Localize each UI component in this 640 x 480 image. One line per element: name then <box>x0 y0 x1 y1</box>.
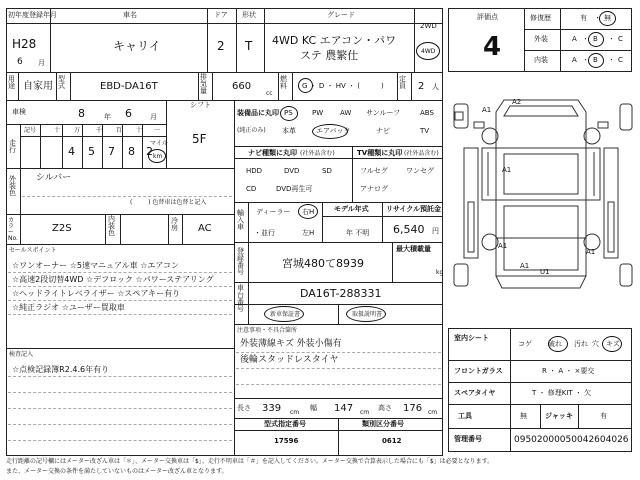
mark-right-rear: A1 <box>586 248 596 256</box>
mileage-label: 走行 <box>9 139 16 154</box>
mileage-header-cell: 一 <box>154 127 161 134</box>
drive-circle <box>416 42 440 60</box>
chassis-value: DA16T-288331 <box>300 287 382 300</box>
fuel-circle <box>298 78 313 93</box>
km-unit: km <box>153 153 163 160</box>
interior-color-label: 内装色 <box>108 215 115 237</box>
shaken-label: 車検 <box>12 108 26 116</box>
interior-circle <box>588 53 604 68</box>
exterior-color-label: 外装色 <box>9 175 16 197</box>
warranty-circle <box>264 306 304 322</box>
length-label: 長さ <box>237 404 251 412</box>
capacity-value: 2 <box>418 81 425 92</box>
tv-item: アナログ <box>360 185 388 193</box>
sales-point-item: ☆ワンオーナー ☆5速マニュアル車 ☆エアコン <box>12 261 179 270</box>
registration-label: 登録番号 <box>237 247 244 276</box>
reg-date-label: 初年度登録年月 <box>8 11 57 19</box>
type-number-value: 17596 <box>274 437 299 445</box>
model-year-label: モデル年式 <box>334 205 369 213</box>
equipment-label: 装備品に丸印 <box>237 109 279 117</box>
mark-bed-center: U1 <box>540 268 550 276</box>
repair-circle <box>599 11 616 26</box>
exterior-option: A <box>572 35 577 43</box>
body-shape: T <box>245 39 253 53</box>
reg-month: 6 <box>17 57 23 67</box>
interior-option: ・ <box>608 56 615 64</box>
mileage-header-cell: 万 <box>74 127 81 134</box>
spare-value: T ・ 修理KIT ・ 欠 <box>532 389 592 397</box>
mile-unit: マイル <box>150 140 168 147</box>
exterior-circle <box>588 32 604 47</box>
tv-item: フルセグ <box>360 167 388 175</box>
sales-point-item: ☆ヘッドライトレベライザー ☆スペアキー有り <box>12 289 181 298</box>
seat-option: 穴 <box>592 340 599 348</box>
airbag-circle <box>312 124 351 139</box>
grade-label: グレード <box>327 11 355 19</box>
seat-option: キズ <box>606 340 620 348</box>
recycle-label: リサイクル預託金 <box>386 205 442 213</box>
car-name: キャリイ <box>113 39 161 53</box>
navi-item: SD <box>322 167 332 175</box>
navi-item: DVD <box>284 167 300 175</box>
class-number-label: 類別区分番号 <box>362 420 404 428</box>
equipment-item: PW <box>312 109 324 117</box>
km-circle <box>148 149 166 163</box>
model-value: EBD-DA16T <box>100 81 158 92</box>
seat-scratch-circle <box>602 336 622 352</box>
shaken-month: 6 <box>125 107 132 120</box>
fuel-label: 燃料 <box>280 75 287 90</box>
capacity-unit: 人 <box>432 83 439 91</box>
class-number-value: 0612 <box>382 437 402 445</box>
drive-value: 4WD <box>421 48 436 55</box>
equipment-sublabel: (純正のみ) <box>237 127 266 134</box>
notes-label: 注意事項・不具合箇所 <box>237 327 298 334</box>
drive-label: 2WD <box>420 22 437 30</box>
displacement-unit: cc <box>266 90 273 97</box>
seat-label: 室内シート <box>454 334 489 342</box>
navi-sublabel: (社外品含む) <box>300 150 335 157</box>
equipment-item: TV <box>420 127 430 135</box>
repair-option: 有 <box>580 14 587 22</box>
mark-left-rear: A1 <box>498 242 508 250</box>
tv-label: TV種類に丸印 <box>357 149 403 157</box>
interior-option: C <box>618 56 623 64</box>
recycle-unit: 円 <box>432 227 439 235</box>
footer-line-2: また、メーター交換の条件を満たしていないものはメーター改ざん車となります。 <box>6 468 228 475</box>
exterior-color-value: シルバー <box>36 173 72 183</box>
registration-value: 宮城480て8939 <box>282 257 364 270</box>
glass-label: フロントガラス <box>454 367 503 375</box>
interior-option: A <box>572 56 577 64</box>
color-code: Z2S <box>52 223 72 234</box>
jack-value: 有 <box>600 412 607 420</box>
mileage-header-cell: 百 <box>116 127 123 134</box>
equipment-item: ナビ <box>376 127 390 135</box>
mgmt-value: 09502000050042604026 <box>514 435 629 445</box>
equipment-item: 本革 <box>282 127 296 135</box>
sales-points-label: セールスポイント <box>9 247 57 254</box>
shaken-year-unit: 年 <box>104 113 111 121</box>
equipment-item: AW <box>340 109 352 117</box>
door-label: ドア <box>214 11 228 19</box>
era-year: H28 <box>12 37 37 51</box>
length-unit: cm <box>290 409 300 416</box>
exterior-option: ・ <box>582 35 589 43</box>
exterior-option: ・ <box>608 35 615 43</box>
import-label: 輸入車 <box>237 209 244 231</box>
mileage-header-cell: 千 <box>96 127 103 134</box>
grade-line-1: 4WD KC エアコン・パワ <box>272 34 397 47</box>
mark-front: A2 <box>512 98 522 106</box>
height-label: 高さ <box>378 404 392 412</box>
equipment-item: エアバック <box>316 127 351 135</box>
score-value: 4 <box>483 32 502 62</box>
interior-option: ・ <box>582 56 589 64</box>
height-unit: cm <box>428 409 438 416</box>
use-value: 自家用 <box>23 81 53 92</box>
repair-option: ・ <box>594 14 601 22</box>
ac-label: 冷房 <box>171 217 178 232</box>
displacement-label: 排気量 <box>200 73 207 95</box>
tool-label: 工具 <box>458 412 472 420</box>
spare-label: スペアタイヤ <box>454 389 496 397</box>
record-item: ☆点検記録簿R2.4.6年有り <box>12 365 110 374</box>
mgmt-label: 管理番号 <box>454 435 482 443</box>
tool-value: 無 <box>520 412 527 420</box>
sales-point-item: ☆純正ラジオ ☆ユーザー買取車 <box>12 303 125 312</box>
height-value: 176 <box>403 403 423 414</box>
note-line: 後輪スタッドレスタイヤ <box>240 355 339 365</box>
right-hand-circle <box>298 204 318 219</box>
tv-sublabel: (社外品含む) <box>404 150 439 157</box>
interior-label: 内装 <box>534 56 548 64</box>
reg-month-unit: 月 <box>38 59 45 67</box>
repair-option: 無 <box>604 14 611 22</box>
dealer-label: ディーラー <box>256 208 291 216</box>
parallel-label: ・並行 <box>254 229 275 237</box>
score-label: 評価点 <box>477 13 498 21</box>
grade-line-2: ステ 農繁仕 <box>300 49 359 62</box>
mileage-header-cell: 記号 <box>24 127 37 134</box>
car-name-label: 車名 <box>123 11 137 19</box>
shaken-year: 8 <box>78 107 85 120</box>
navi-item: DVD再生可 <box>276 185 313 193</box>
records-label: 検査記入 <box>9 351 34 358</box>
capacity-label: 定員 <box>399 75 406 90</box>
manual-circle <box>346 306 386 322</box>
glass-value: R ・ A ・ ×要交 <box>542 367 595 375</box>
navi-label: ナビ種類に丸印 <box>248 149 297 157</box>
warranty-label: 新車保証書 <box>270 311 301 318</box>
seat-dirt-circle <box>548 336 568 352</box>
seat-option: コゲ <box>518 340 532 348</box>
left-hand-label: 左H <box>302 229 315 237</box>
exterior-option: B <box>593 35 598 43</box>
color-change-note: ( ) 色替車は色替と記入 <box>130 199 207 206</box>
width-label: 幅 <box>310 404 317 412</box>
width-unit: cm <box>360 409 370 416</box>
manual-label: 取扱説明書 <box>352 311 383 318</box>
use-label: 用途 <box>8 75 15 90</box>
mileage-header-cell: 十 <box>136 127 143 134</box>
mark-left-front: A1 <box>502 166 512 174</box>
displacement-value: 660 <box>232 81 252 92</box>
color-code-label: カラー No. <box>8 217 18 242</box>
fuel-options: G ・ D ・ HV ・ ( ) <box>302 82 384 90</box>
max-load-label: 最大積載量 <box>396 245 431 253</box>
width-value: 147 <box>334 403 354 414</box>
mark-bed-left: A1 <box>520 262 530 270</box>
interior-option: B <box>593 56 598 64</box>
footer-line-1: 走行距離の記号欄にはメーター改ざん車は「＊」、メーター交換車は「$」、走行不明車は「＃」を記入してください。メーター交換で合算表示した場合にも「$」は必要となります。 <box>6 458 494 465</box>
door-count: 2 <box>217 39 225 53</box>
seat-option: 破れ <box>548 340 562 348</box>
sales-point-item: ☆高速2段切替4WD ☆デフロック ☆パワーステアリング <box>12 275 214 284</box>
jack-label: ジャッキ <box>545 412 573 420</box>
ps-circle <box>280 106 298 121</box>
mileage-digit: 5 <box>88 145 95 158</box>
mark-left-mirror: A1 <box>482 106 492 114</box>
shaken-month-unit: 月 <box>150 113 157 121</box>
mileage-digit: 2 <box>146 145 153 158</box>
exterior-option: C <box>618 35 623 43</box>
seat-option: 汚れ <box>574 340 588 348</box>
chassis-label: 車台番号 <box>237 284 244 313</box>
tv-item: ワンセグ <box>406 167 434 175</box>
navi-item: HDD <box>246 167 263 175</box>
mileage-digit: 8 <box>128 145 135 158</box>
repair-label: 修復歴 <box>530 14 551 22</box>
note-line: 外装薄線キズ 外装小傷有 <box>240 339 342 349</box>
equipment-item: ABS <box>420 109 434 117</box>
shift-value: 5F <box>192 132 207 146</box>
mileage-header-cell: 十 <box>54 127 61 134</box>
equipment-item: サンルーフ <box>366 109 401 117</box>
exterior-label: 外装 <box>534 35 548 43</box>
type-number-label: 型式指定番号 <box>264 420 306 428</box>
equipment-item: PS <box>284 109 293 117</box>
shape-label: 形状 <box>242 11 256 19</box>
right-hand-label: 右H <box>302 208 315 216</box>
mileage-digit: 7 <box>108 145 115 158</box>
length-value: 339 <box>262 403 282 414</box>
ac-value: AC <box>198 223 212 234</box>
model-year-value: 年 不明 <box>346 229 370 237</box>
shift-label: シフト <box>190 101 211 109</box>
max-load-unit: kg <box>436 269 444 276</box>
model-label: 型式 <box>58 75 65 90</box>
mileage-digit: 4 <box>68 145 75 158</box>
car-damage-diagram <box>452 82 636 322</box>
recycle-value: 6,540 <box>393 223 425 236</box>
navi-item: CD <box>246 185 257 193</box>
